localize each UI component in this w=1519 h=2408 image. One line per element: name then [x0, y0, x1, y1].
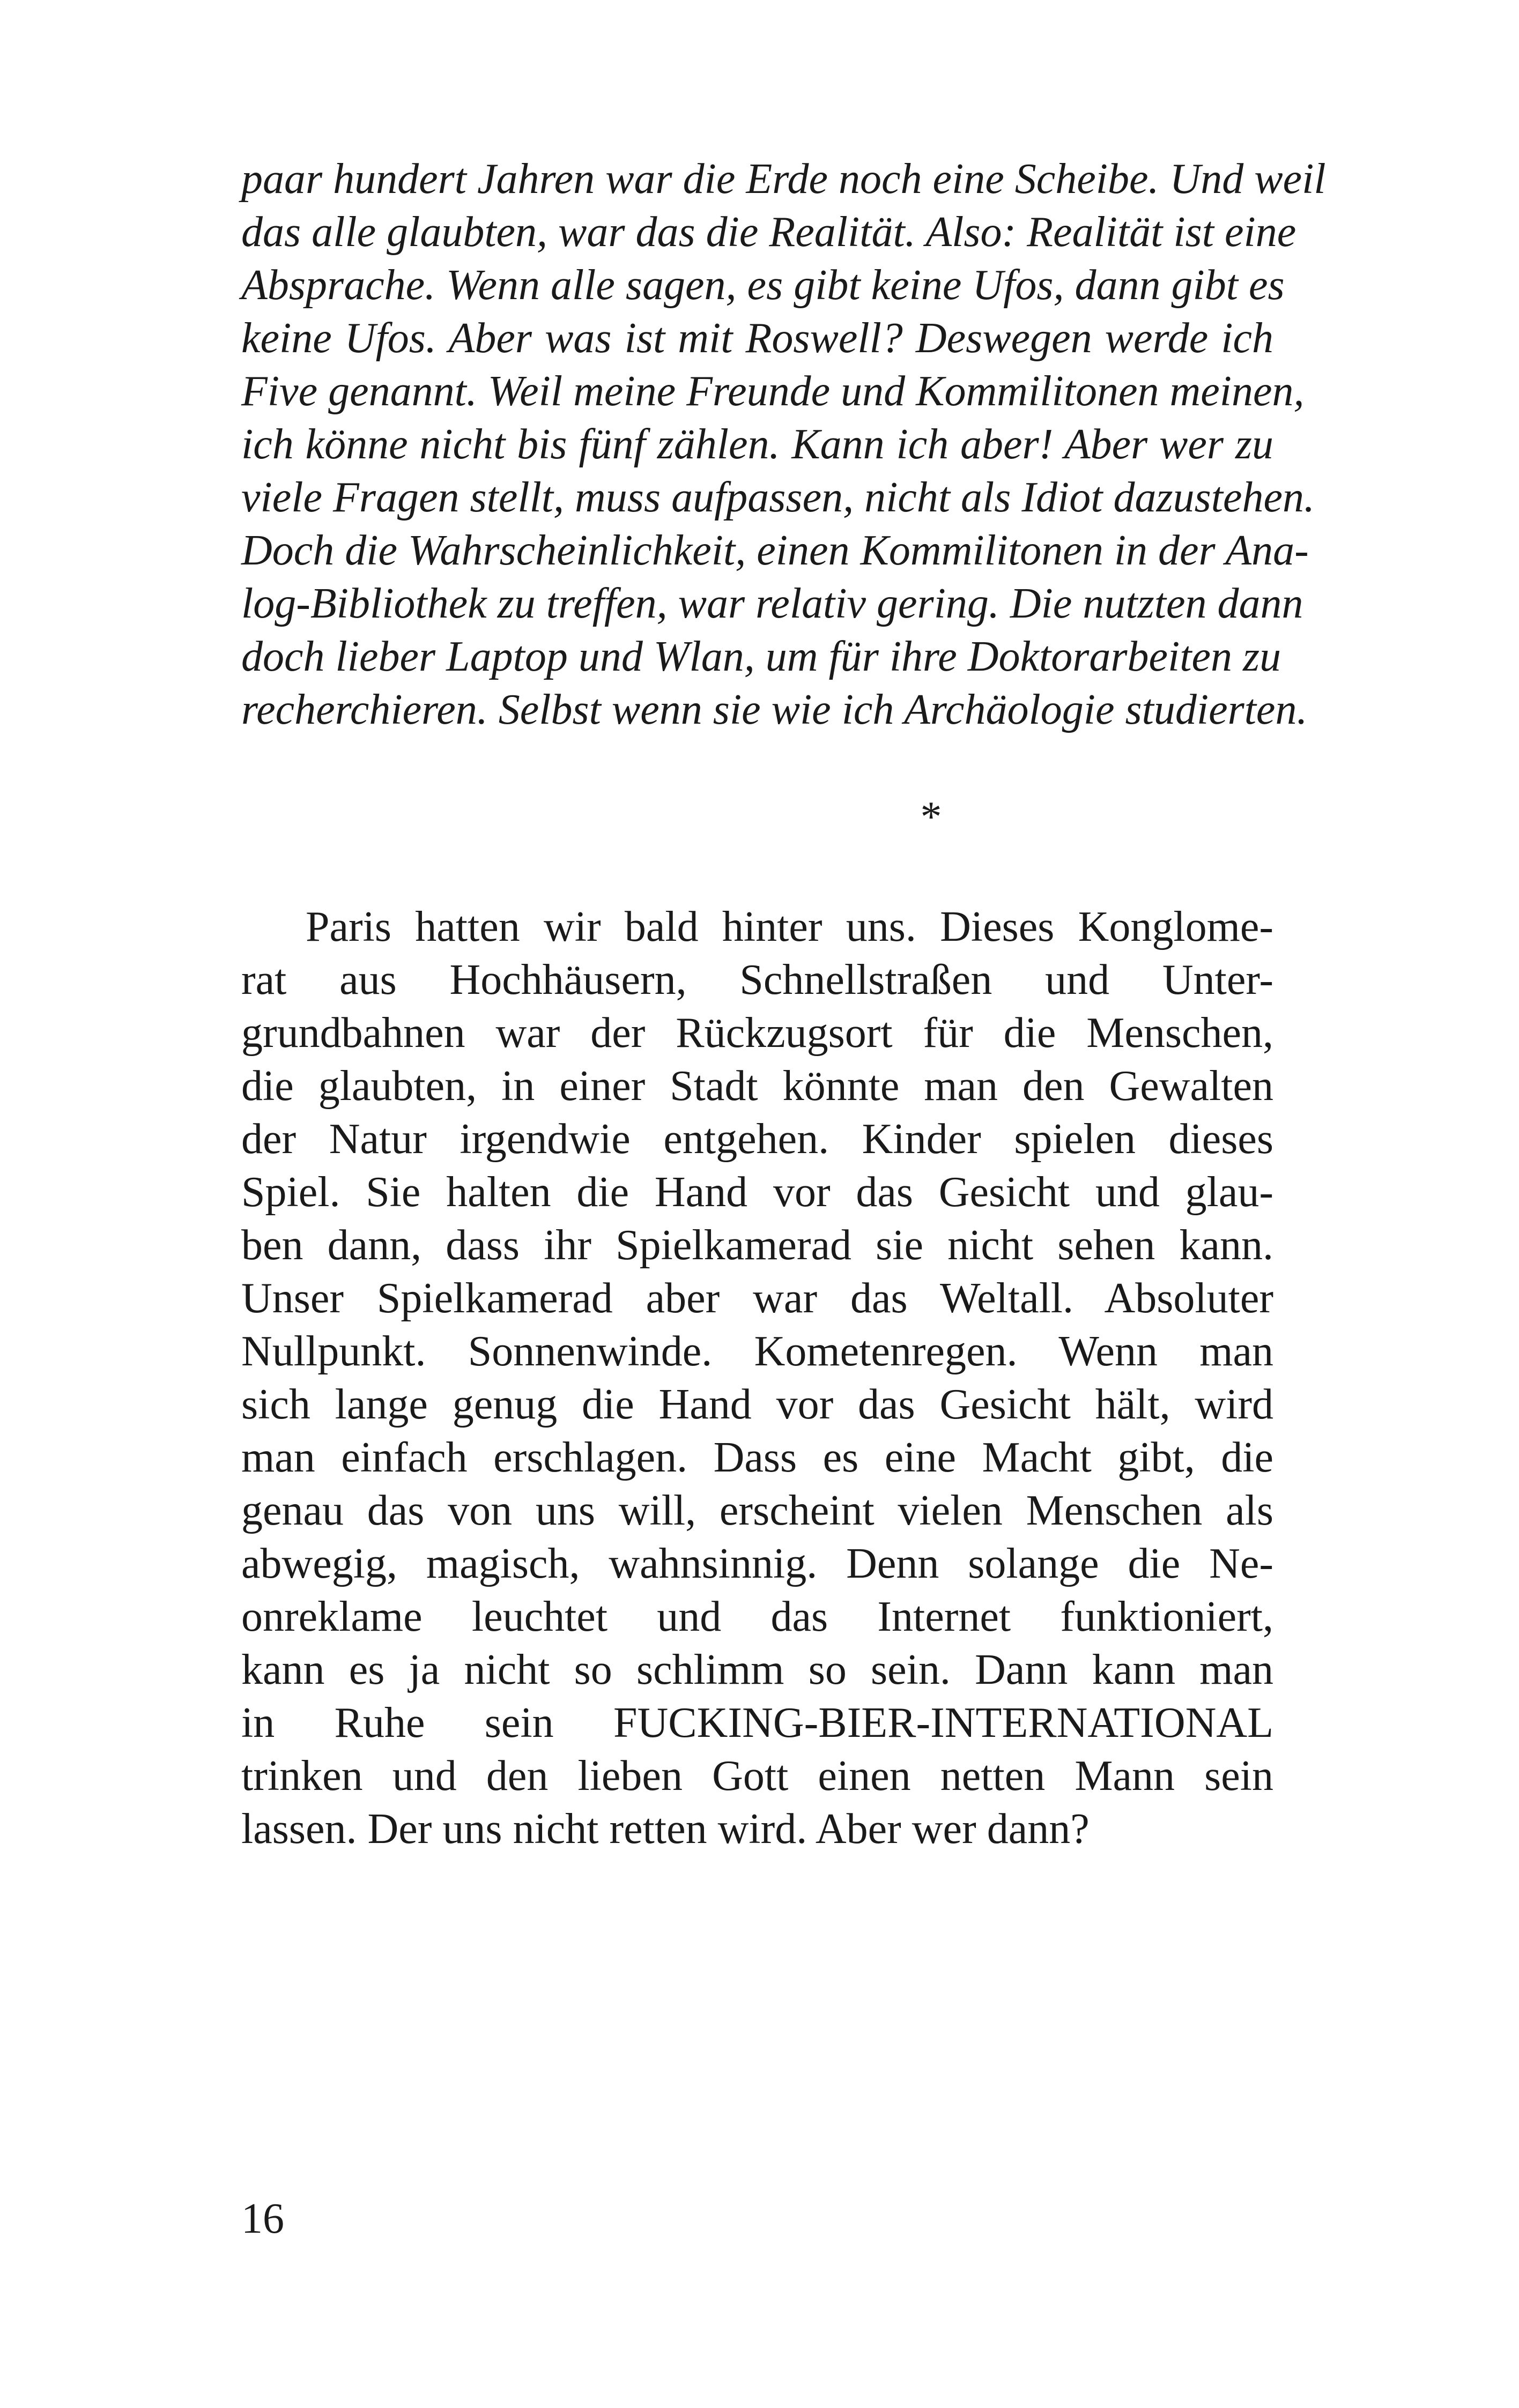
italic-line: paar hundert Jahren war die Erde noch eine Scheibe. Und weil — [241, 155, 1326, 203]
separator-asterisk: * — [920, 793, 942, 841]
italic-line: Five genannt. Weil meine Freunde und Kommilitonen meinen, — [241, 368, 1305, 415]
body-paragraph — [241, 901, 1273, 1856]
italic-line: doch lieber Laptop und Wlan, um für ihre Doktorarbeiten zu — [241, 633, 1281, 680]
italic-line: ich könne nicht bis fünf zählen. Kann ich aber! Aber wer zu — [241, 421, 1273, 468]
body-line: Unser Spielkamerad aber war das Weltall. Absoluter — [241, 1275, 1273, 1322]
italic-line: log-Bibliothek zu treffen, war relativ gering. Die nutzten dann — [241, 580, 1303, 627]
italic-line: das alle glaubten, war das die Realität. Also: Realität ist eine — [241, 209, 1296, 256]
body-line: ben dann, dass ihr Spielkamerad sie nicht sehen kann. — [241, 1222, 1273, 1269]
body-line: man einfach erschlagen. Dass es eine Macht gibt, die — [241, 1434, 1273, 1481]
body-line: genau das von uns will, erscheint vielen Menschen als — [241, 1487, 1273, 1534]
body-line: onreklame leuchtet und das Internet funktioniert, — [241, 1593, 1273, 1640]
body-line: Paris hatten wir bald hinter uns. Dieses Konglome- — [306, 903, 1273, 950]
section-separator — [0, 791, 1519, 844]
body-line: der Natur irgendwie entgehen. Kinder spielen dieses — [241, 1116, 1273, 1163]
body-line: sich lange genug die Hand vor das Gesicht hält, wird — [241, 1381, 1273, 1428]
body-line: abwegig, magisch, wahnsinnig. Denn solange die Ne- — [241, 1540, 1273, 1587]
italic-line: recherchieren. Selbst wenn sie wie ich Archäologie studierten. — [241, 686, 1308, 733]
body-line: Nullpunkt. Sonnenwinde. Kometenregen. Wenn man — [241, 1328, 1273, 1375]
page-number: 16 — [241, 2195, 284, 2242]
body-line: Spiel. Sie halten die Hand vor das Gesicht und glau- — [241, 1169, 1273, 1216]
body-line: in Ruhe sein FUCKING-BIER-INTERNATIONAL — [241, 1699, 1273, 1746]
italic-line: Doch die Wahrscheinlichkeit, einen Kommilitonen in der Ana- — [241, 527, 1309, 574]
body-line: rat aus Hochhäusern, Schnellstraßen und Unter- — [241, 956, 1273, 1004]
body-line: lassen. Der uns nicht retten wird. Aber wer dann? — [241, 1805, 1090, 1853]
italic-line: viele Fragen stellt, muss aufpassen, nicht als Idiot dazustehen. — [241, 474, 1315, 521]
body-line: grundbahnen war der Rückzugsort für die Menschen, — [241, 1009, 1273, 1057]
italic-line: Absprache. Wenn alle sagen, es gibt keine Ufos, dann gibt es — [241, 262, 1285, 309]
body-line: trinken und den lieben Gott einen netten Mann sein — [241, 1752, 1273, 1800]
body-line: kann es ja nicht so schlimm so sein. Dann kann man — [241, 1646, 1273, 1693]
body-line: die glaubten, in einer Stadt könnte man den Gewalten — [241, 1062, 1273, 1110]
italic-line: keine Ufos. Aber was ist mit Roswell? Deswegen werde ich — [241, 315, 1273, 362]
italic-paragraph — [241, 153, 1326, 737]
